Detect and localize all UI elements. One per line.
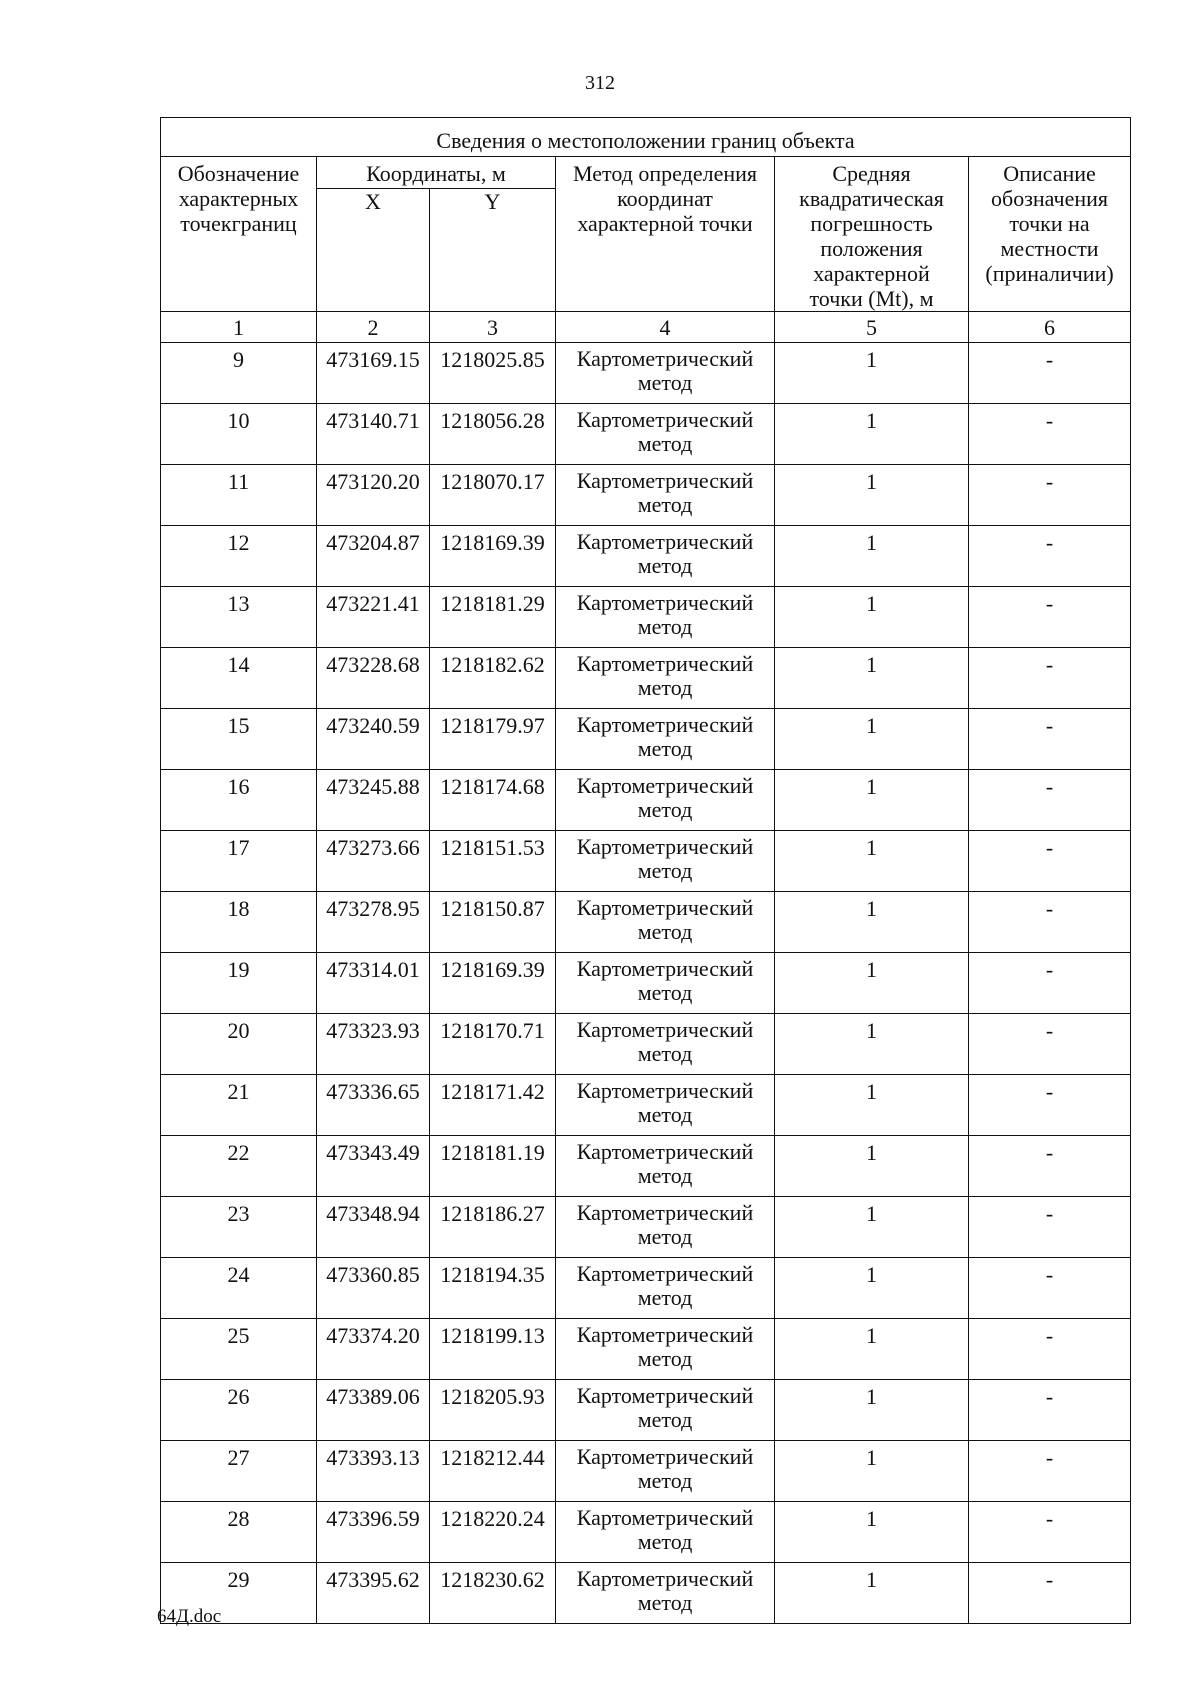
cell-x: 473278.95 <box>317 892 430 953</box>
cell-point: 19 <box>161 953 317 1014</box>
method-line: метод <box>637 797 693 822</box>
method-line: Картометрический <box>576 590 754 615</box>
cell-error: 1 <box>775 526 969 587</box>
cell-y: 1218174.68 <box>430 770 556 831</box>
method-line: Картометрический <box>576 1322 754 1347</box>
cell-point: 12 <box>161 526 317 587</box>
cell-error: 1 <box>775 1502 969 1563</box>
method-line: Картометрический <box>576 1139 754 1164</box>
cell-method <box>556 648 775 709</box>
method-line: метод <box>637 614 693 639</box>
table-body <box>161 343 1131 1624</box>
cell-point: 28 <box>161 1502 317 1563</box>
cell-point: 21 <box>161 1075 317 1136</box>
method-line: Картометрический <box>576 1566 754 1591</box>
table-row <box>161 709 1131 770</box>
method-line: метод <box>637 1041 693 1066</box>
table-caption: Сведения о местоположении границ объекта <box>161 118 1131 157</box>
cell-method <box>556 465 775 526</box>
cell-error: 1 <box>775 892 969 953</box>
method-line: Картометрический <box>576 834 754 859</box>
cell-x: 473221.41 <box>317 587 430 648</box>
method-line: Картометрический <box>576 895 754 920</box>
table-row <box>161 404 1131 465</box>
cell-y: 1218171.42 <box>430 1075 556 1136</box>
method-line: Картометрический <box>576 773 754 798</box>
method-line: Картометрический <box>576 1017 754 1042</box>
cell-method <box>556 1441 775 1502</box>
cell-error: 1 <box>775 770 969 831</box>
cell-description: - <box>969 1136 1131 1197</box>
cell-error: 1 <box>775 1380 969 1441</box>
cell-x: 473348.94 <box>317 1197 430 1258</box>
method-line: метод <box>637 553 693 578</box>
cell-method <box>556 1502 775 1563</box>
cell-method <box>556 709 775 770</box>
cell-x: 473245.88 <box>317 770 430 831</box>
cell-error: 1 <box>775 404 969 465</box>
column-number-1: 1 <box>161 312 317 343</box>
header-y: Y <box>430 189 556 312</box>
table-row <box>161 1258 1131 1319</box>
cell-error: 1 <box>775 587 969 648</box>
column-number-2: 2 <box>317 312 430 343</box>
table-row <box>161 1319 1131 1380</box>
cell-point: 13 <box>161 587 317 648</box>
page-number: 312 <box>585 72 615 94</box>
table-row <box>161 343 1131 404</box>
method-line: Картометрический <box>576 1078 754 1103</box>
column-number-6: 6 <box>969 312 1131 343</box>
cell-error: 1 <box>775 1075 969 1136</box>
cell-error: 1 <box>775 1258 969 1319</box>
cell-x: 473360.85 <box>317 1258 430 1319</box>
method-line: метод <box>637 431 693 456</box>
method-line: Картометрический <box>576 407 754 432</box>
cell-description: - <box>969 343 1131 404</box>
cell-method <box>556 343 775 404</box>
cell-y: 1218230.62 <box>430 1563 556 1624</box>
document-filename: 64Д.doc <box>157 1606 222 1627</box>
method-line: Картометрический <box>576 468 754 493</box>
method-line: Картометрический <box>576 1505 754 1530</box>
boundary-coordinates-table <box>160 117 1131 1624</box>
method-line: Картометрический <box>576 956 754 981</box>
cell-error: 1 <box>775 343 969 404</box>
cell-error: 1 <box>775 1136 969 1197</box>
column-number-row <box>161 312 1131 343</box>
cell-description: - <box>969 404 1131 465</box>
cell-description: - <box>969 892 1131 953</box>
cell-point: 10 <box>161 404 317 465</box>
cell-x: 473323.93 <box>317 1014 430 1075</box>
cell-description: - <box>969 1014 1131 1075</box>
method-line: метод <box>637 980 693 1005</box>
cell-method <box>556 1380 775 1441</box>
cell-y: 1218199.13 <box>430 1319 556 1380</box>
cell-x: 473395.62 <box>317 1563 430 1624</box>
method-line: Картометрический <box>576 1444 754 1469</box>
table-row <box>161 1441 1131 1502</box>
cell-description: - <box>969 1258 1131 1319</box>
cell-description: - <box>969 770 1131 831</box>
table-row <box>161 526 1131 587</box>
cell-error: 1 <box>775 831 969 892</box>
cell-y: 1218151.53 <box>430 831 556 892</box>
method-line: Картометрический <box>576 651 754 676</box>
cell-x: 473336.65 <box>317 1075 430 1136</box>
cell-y: 1218186.27 <box>430 1197 556 1258</box>
cell-point: 11 <box>161 465 317 526</box>
cell-x: 473314.01 <box>317 953 430 1014</box>
column-number-4: 4 <box>556 312 775 343</box>
cell-y: 1218169.39 <box>430 526 556 587</box>
method-line: метод <box>637 1224 693 1249</box>
method-line: метод <box>637 1102 693 1127</box>
cell-description: - <box>969 1075 1131 1136</box>
method-line: Картометрический <box>576 712 754 737</box>
cell-method <box>556 1319 775 1380</box>
cell-description: - <box>969 1441 1131 1502</box>
header-x: X <box>317 189 430 312</box>
cell-error: 1 <box>775 1014 969 1075</box>
cell-description: - <box>969 709 1131 770</box>
cell-point: 14 <box>161 648 317 709</box>
method-line: метод <box>637 1529 693 1554</box>
method-line: метод <box>637 675 693 700</box>
table-row <box>161 1380 1131 1441</box>
cell-description: - <box>969 587 1131 648</box>
cell-y: 1218181.29 <box>430 587 556 648</box>
method-line: метод <box>637 370 693 395</box>
column-number-3: 3 <box>430 312 556 343</box>
cell-description: - <box>969 1319 1131 1380</box>
cell-point: 27 <box>161 1441 317 1502</box>
table-row <box>161 892 1131 953</box>
cell-description: - <box>969 526 1131 587</box>
table-row <box>161 953 1131 1014</box>
cell-method <box>556 1258 775 1319</box>
cell-description: - <box>969 1380 1131 1441</box>
cell-x: 473240.59 <box>317 709 430 770</box>
cell-error: 1 <box>775 1319 969 1380</box>
table-row <box>161 1075 1131 1136</box>
cell-method <box>556 404 775 465</box>
table-row <box>161 1563 1131 1624</box>
header-mean-square-error: Средняя квадратическая погрешность положения характерной точки (Mt), м <box>775 157 969 312</box>
cell-method <box>556 892 775 953</box>
cell-method <box>556 1136 775 1197</box>
method-line: метод <box>637 492 693 517</box>
cell-y: 1218150.87 <box>430 892 556 953</box>
cell-point: 22 <box>161 1136 317 1197</box>
table-row <box>161 1014 1131 1075</box>
cell-method <box>556 831 775 892</box>
cell-point: 26 <box>161 1380 317 1441</box>
method-line: метод <box>637 1163 693 1188</box>
cell-x: 473273.66 <box>317 831 430 892</box>
cell-description: - <box>969 465 1131 526</box>
cell-point: 24 <box>161 1258 317 1319</box>
cell-error: 1 <box>775 1441 969 1502</box>
cell-point: 9 <box>161 343 317 404</box>
cell-x: 473204.87 <box>317 526 430 587</box>
cell-method <box>556 1014 775 1075</box>
cell-y: 1218212.44 <box>430 1441 556 1502</box>
cell-method <box>556 1075 775 1136</box>
method-line: Картометрический <box>576 1383 754 1408</box>
cell-y: 1218181.19 <box>430 1136 556 1197</box>
cell-description: - <box>969 1502 1131 1563</box>
cell-x: 473343.49 <box>317 1136 430 1197</box>
column-number-5: 5 <box>775 312 969 343</box>
table-row <box>161 1197 1131 1258</box>
cell-y: 1218205.93 <box>430 1380 556 1441</box>
cell-y: 1218070.17 <box>430 465 556 526</box>
table-row <box>161 770 1131 831</box>
cell-method <box>556 587 775 648</box>
cell-x: 473228.68 <box>317 648 430 709</box>
cell-error: 1 <box>775 648 969 709</box>
method-line: метод <box>637 736 693 761</box>
cell-y: 1218182.62 <box>430 648 556 709</box>
method-line: Картометрический <box>576 529 754 554</box>
cell-point: 16 <box>161 770 317 831</box>
cell-x: 473120.20 <box>317 465 430 526</box>
method-line: метод <box>637 1285 693 1310</box>
header-method: Метод определения координат характерной точки <box>556 157 775 312</box>
cell-error: 1 <box>775 709 969 770</box>
table-row <box>161 1502 1131 1563</box>
cell-y: 1218056.28 <box>430 404 556 465</box>
method-line: Картометрический <box>576 1261 754 1286</box>
cell-x: 473389.06 <box>317 1380 430 1441</box>
cell-point: 20 <box>161 1014 317 1075</box>
cell-method <box>556 526 775 587</box>
method-line: Картометрический <box>576 346 754 371</box>
cell-method <box>556 770 775 831</box>
table-row <box>161 831 1131 892</box>
cell-error: 1 <box>775 1197 969 1258</box>
table-row <box>161 587 1131 648</box>
cell-point: 17 <box>161 831 317 892</box>
method-line: метод <box>637 1468 693 1493</box>
cell-x: 473396.59 <box>317 1502 430 1563</box>
method-line: метод <box>637 1407 693 1432</box>
cell-error: 1 <box>775 465 969 526</box>
header-description: Описание обозначения точки на местности (приналичии) <box>969 157 1131 312</box>
table-row <box>161 1136 1131 1197</box>
table-row <box>161 465 1131 526</box>
cell-x: 473169.15 <box>317 343 430 404</box>
cell-description: - <box>969 831 1131 892</box>
cell-y: 1218169.39 <box>430 953 556 1014</box>
cell-x: 473393.13 <box>317 1441 430 1502</box>
cell-point: 29 <box>161 1563 317 1624</box>
cell-point: 15 <box>161 709 317 770</box>
cell-point: 25 <box>161 1319 317 1380</box>
method-line: метод <box>637 858 693 883</box>
cell-description: - <box>969 648 1131 709</box>
cell-y: 1218170.71 <box>430 1014 556 1075</box>
cell-point: 18 <box>161 892 317 953</box>
cell-method <box>556 1197 775 1258</box>
cell-x: 473140.71 <box>317 404 430 465</box>
method-line: метод <box>637 1590 693 1615</box>
method-line: метод <box>637 1346 693 1371</box>
cell-point: 23 <box>161 1197 317 1258</box>
cell-y: 1218025.85 <box>430 343 556 404</box>
method-line: Картометрический <box>576 1200 754 1225</box>
header-point-designation: Обозначение характерных точекграниц <box>161 157 317 312</box>
cell-y: 1218179.97 <box>430 709 556 770</box>
table-row <box>161 648 1131 709</box>
cell-y: 1218194.35 <box>430 1258 556 1319</box>
cell-method <box>556 1563 775 1624</box>
method-line: метод <box>637 919 693 944</box>
cell-description: - <box>969 1197 1131 1258</box>
cell-method <box>556 953 775 1014</box>
cell-y: 1218220.24 <box>430 1502 556 1563</box>
cell-x: 473374.20 <box>317 1319 430 1380</box>
cell-description: - <box>969 953 1131 1014</box>
cell-error: 1 <box>775 953 969 1014</box>
header-coordinates-group: Координаты, м <box>317 157 556 189</box>
cell-description: - <box>969 1563 1131 1624</box>
cell-error: 1 <box>775 1563 969 1624</box>
